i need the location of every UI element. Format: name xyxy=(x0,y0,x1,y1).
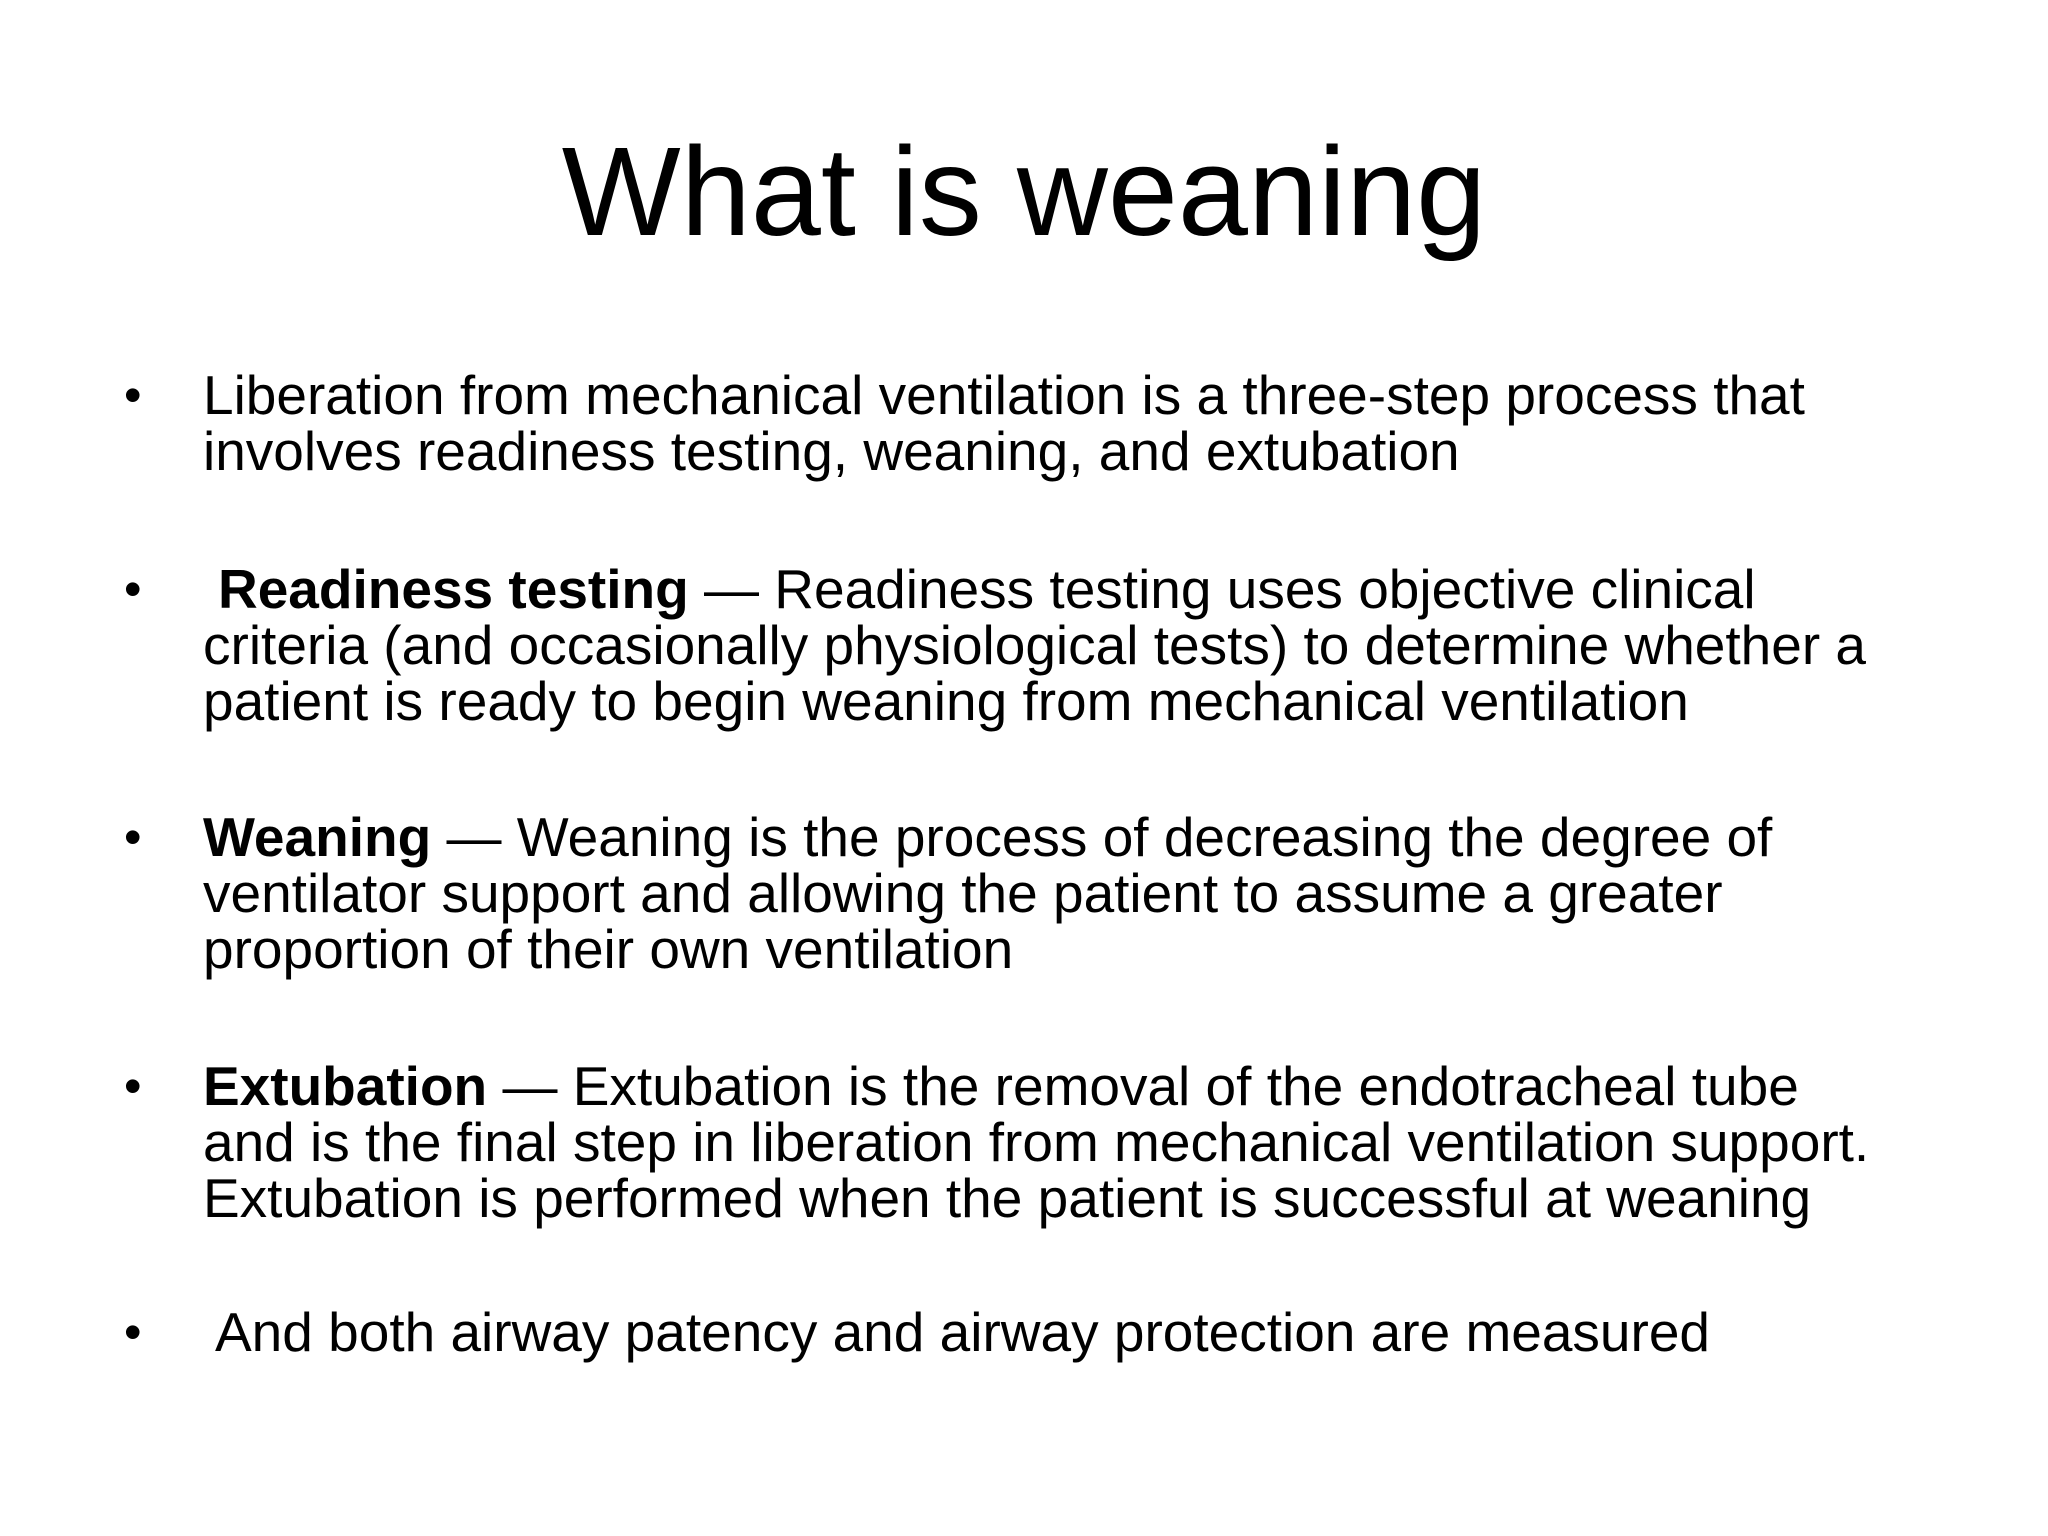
bullet-lead-term: Readiness testing xyxy=(218,558,689,620)
bullet-lead-term: Extubation xyxy=(203,1055,488,1117)
bullet-icon: • xyxy=(124,561,142,617)
bullet-body: — Extubation is the removal of the endotracheal tube and is the final step in liberation from mechanical ventilation support. Extubation is performed when the patient is successful at weaning xyxy=(203,1055,1870,1229)
bullet-text xyxy=(203,1055,1993,1229)
slide-title: What is weaning xyxy=(561,121,1487,262)
bullet-body: — Weaning is the process of decreasing the degree of ventilator support and allowing the patient to assume a greater proportion of their own ventilation xyxy=(203,806,1773,980)
bullet-body: Liberation from mechanical ventilation is a three-step process that involves readiness testing, weaning, and extubation xyxy=(203,364,1805,482)
bullet-body: And both airway patency and airway protection are measured xyxy=(215,1301,1711,1363)
bullet-text xyxy=(203,364,1993,482)
bullet-icon: • xyxy=(124,1058,142,1114)
bullet-icon: • xyxy=(124,809,142,865)
bullet-icon: • xyxy=(124,1304,142,1360)
bullet-text xyxy=(203,806,1993,980)
bullet-lead-term: Weaning xyxy=(203,806,432,868)
bullet-text xyxy=(215,1301,2005,1363)
bullet-body: — Readiness testing uses objective clinical criteria (and occasionally physiological tests) to determine whether a patient is ready to begin weaning from mechanical ventilation xyxy=(203,558,1867,732)
bullet-icon: • xyxy=(124,367,142,423)
bullet-text xyxy=(203,558,1993,732)
